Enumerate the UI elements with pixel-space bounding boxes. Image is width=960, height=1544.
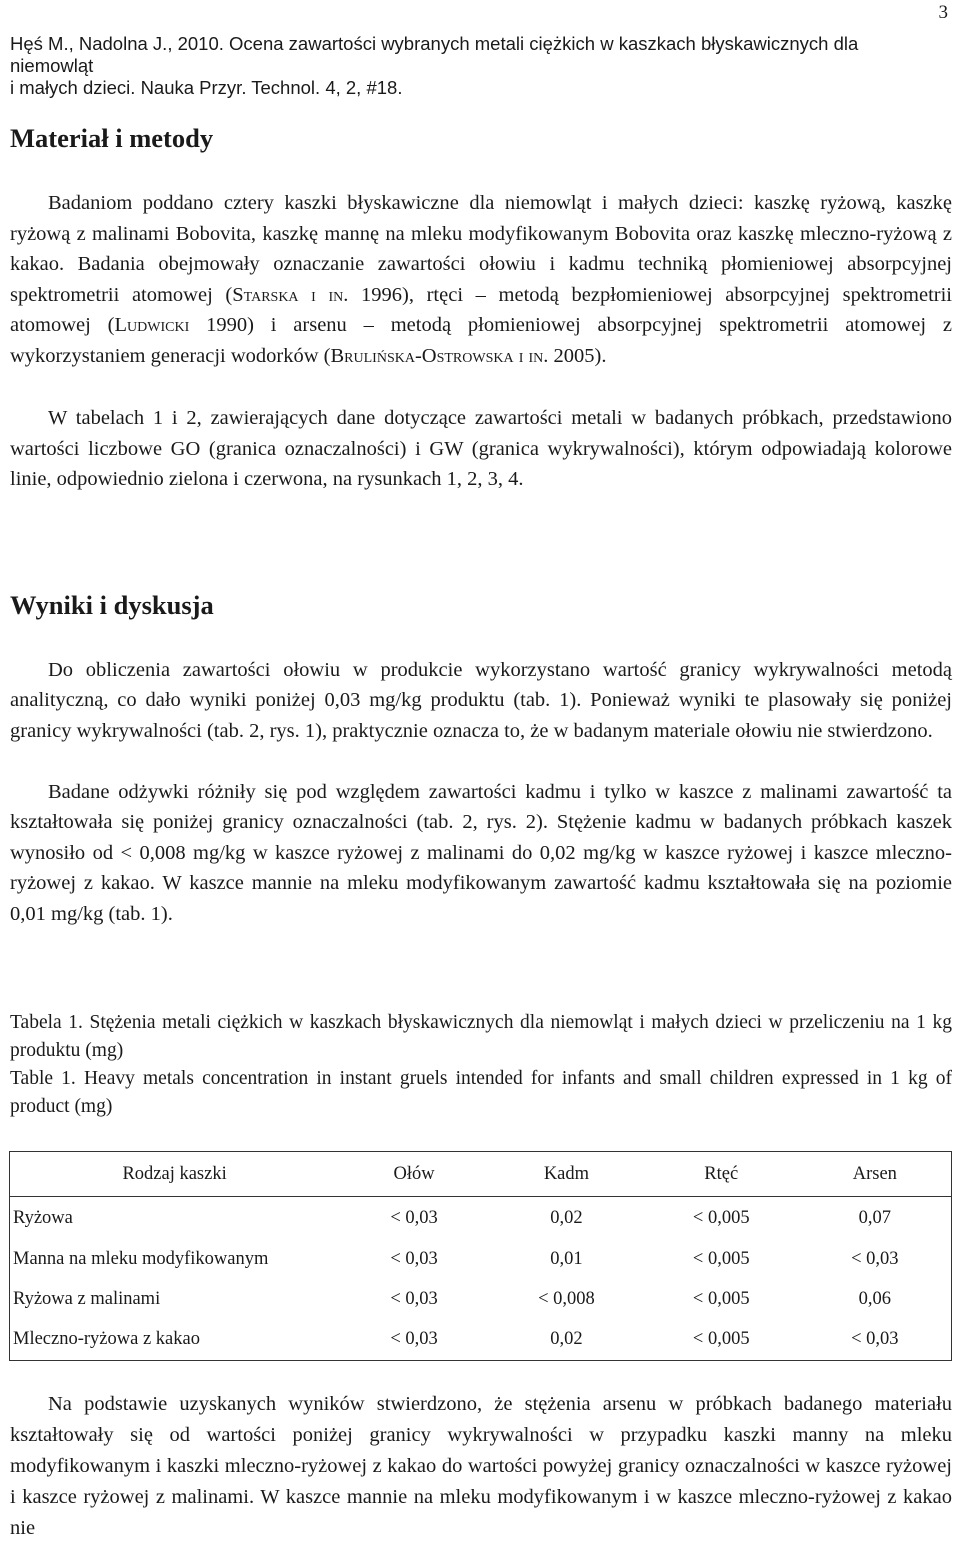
table-cell: Mleczno-ryżowa z kakao xyxy=(13,1329,200,1349)
results-paragraph-1: Do obliczenia zawartości ołowiu w produkcie wykorzystano wartość granicy wykrywalności metodą analityczną, co dało wyniki poniżej 0,03 mg/kg produktu (tab. 1). Ponieważ wyniki te plasowały się poniżej granicy wykrywalności (tab. 2, rys. 1), praktycznie oznacza to, że w badanym materiale ołowiu nie stwierdzono. xyxy=(10,659,952,742)
table-cell: < 0,03 xyxy=(390,1288,438,1309)
table-cell: < 0,005 xyxy=(692,1207,750,1228)
methods-text-c: 1990) i arsenu – metodą płomieniowej absorpcyjnej spektrometrii atomowej z wykorzystaniem generacji wodorków ( xyxy=(10,314,952,367)
table-cell: Ryżowa z malinami xyxy=(13,1288,161,1309)
column-header: Arsen xyxy=(799,1152,952,1197)
column-header: Ołów xyxy=(339,1152,489,1197)
methods-paragraph-1 xyxy=(10,188,952,372)
table-cell: Manna na mleku modyfikowanym xyxy=(13,1248,269,1269)
running-header-citation xyxy=(10,33,915,99)
table-cell: < 0,005 xyxy=(692,1329,750,1349)
table-cell: Ryżowa xyxy=(13,1207,73,1228)
header-line-1: Hęś M., Nadolna J., 2010. Ocena zawartości wybranych metali ciężkich w kaszkach błyskawicznych dla niemowląt xyxy=(10,33,859,76)
results-paragraph-2: Badane odżywki różniły się pod względem zawartości kadmu i tylko w kaszce z malinami zawartość ta kształtowała się poniżej granicy oznaczalności (tab. 2, rys. 2). Stężenie kadmu w badanych próbkach kaszek wynosiło od < 0,008 mg/kg w kaszce ryżowej z malinami do 0,02 mg/kg w kaszce ryżowej i kaszce mleczno-ryżowej z kakao. W kaszce mannie na mleku modyfikowanym zawartość kadmu kształtowała się na poziomie 0,01 mg/kg (tab. 1). xyxy=(10,781,952,925)
methods-heading: Materiał i metody xyxy=(10,123,214,153)
table-cell: 0,07 xyxy=(858,1207,892,1228)
column-header: Rodzaj kaszki xyxy=(10,1152,340,1197)
page-number: 3 xyxy=(938,2,948,23)
results-heading: Wyniki i dyskusja xyxy=(10,590,214,620)
methods-text-d: 2005). xyxy=(548,344,607,367)
column-header: Rtęć xyxy=(644,1152,799,1197)
table-cell: < 0,03 xyxy=(390,1207,438,1228)
table-cell: < 0,03 xyxy=(390,1248,438,1269)
table-cell: 0,06 xyxy=(858,1288,892,1309)
table-cell: < 0,03 xyxy=(851,1329,899,1349)
metals-concentration-table xyxy=(9,1151,952,1361)
table-cell: < 0,005 xyxy=(692,1248,750,1269)
header-line-2: i małych dzieci. Nauka Przyr. Technol. 4, 2, #18. xyxy=(10,77,403,98)
table-cell: 0,02 xyxy=(550,1329,583,1349)
table-cell: < 0,03 xyxy=(390,1329,438,1349)
citation-brulinska: Brulińska-Ostrowska i in. xyxy=(330,344,549,367)
table-cell: 0,01 xyxy=(550,1248,583,1269)
table-cell: < 0,005 xyxy=(692,1288,750,1309)
table-cell: 0,02 xyxy=(550,1207,583,1228)
citation-ludwicki: Ludwicki xyxy=(114,314,190,337)
table-caption-pl: Tabela 1. Stężenia metali ciężkich w kaszkach błyskawicznych dla niemowląt i małych dzieci w przeliczeniu na 1 kg produktu (mg) xyxy=(10,1012,952,1061)
table-cell: < 0,008 xyxy=(538,1288,595,1309)
column-header: Kadm xyxy=(489,1152,644,1197)
table-row xyxy=(10,1319,952,1361)
methods-text-b: 1996), rtęci – metodą bezpłomieniowej absorpcyjnej spektrometrii atomowej ( xyxy=(10,283,952,337)
table-cell: < 0,03 xyxy=(851,1248,899,1269)
citation-starska: Starska i in. xyxy=(232,283,349,306)
table-row xyxy=(10,1197,952,1240)
methods-text-a: Badaniom poddano cztery kaszki błyskawiczne dla niemowląt i małych dzieci: kaszkę ryżową, kaszkę ryżową z malinami Bobovita, kaszkę mannę na mleku modyfikowanym Bobovita oraz kaszkę mleczno-ryżową z kakao. Badania obejmowały oznaczanie zawartości ołowiu i kadmu techniką płomieniowej absorpcyjnej spektrometrii atomowej ( xyxy=(10,192,952,306)
conclusion-paragraph: Na podstawie uzyskanych wyników stwierdzono, że stężenia arsenu w próbkach badanego materiału kształtowały się od wartości poniżej granicy wykrywalności w przypadku kaszki manny na mleku modyfikowanym i kaszki mleczno-ryżowej z kakao do wartości powyżej granicy oznaczalności w kaszce ryżowej i kaszce ryżowej z malinami. W kaszce mannie na mleku modyfikowanym i w kaszce mleczno-ryżowej z kakao nie xyxy=(10,1393,952,1539)
methods-paragraph-2: W tabelach 1 i 2, zawierających dane dotyczące zawartości metali w badanych próbkach, przedstawiono wartości liczbowe GO (granica oznaczalności) i GW (granica wykrywalności), którym odpowiadają kolorowe linie, odpowiednio zielona i czerwona, na rysunkach 1, 2, 3, 4. xyxy=(10,407,952,491)
table-row xyxy=(10,1279,952,1319)
table-caption-en: Table 1. Heavy metals concentration in instant gruels intended for infants and small children expressed in 1 kg of product (mg) xyxy=(10,1068,952,1117)
table-row xyxy=(10,1239,952,1279)
table-header-row xyxy=(10,1152,952,1197)
